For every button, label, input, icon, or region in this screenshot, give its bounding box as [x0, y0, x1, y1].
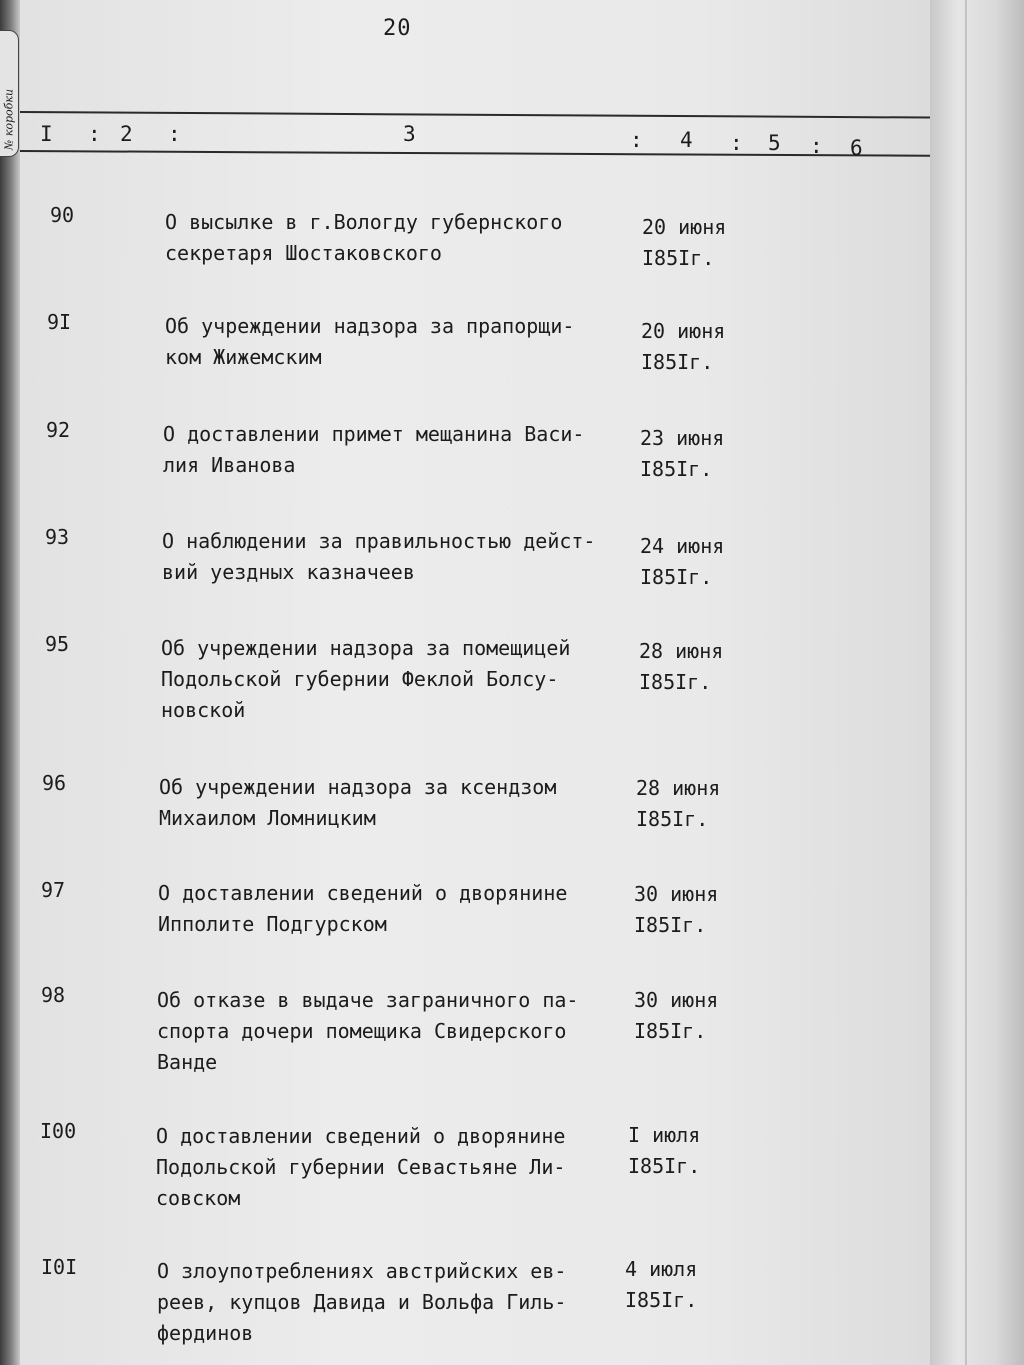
entry-number: 96 [42, 771, 67, 795]
entry-date: 28 июня I85Iг. [639, 639, 724, 694]
entry-number: 98 [41, 983, 66, 1007]
entry-title: О злоупотреблениях австрийских ев- реев, купцов Давида и Вольфа Гиль- фердинов [157, 1259, 567, 1345]
entry-number: I0I [41, 1255, 78, 1279]
entry-date: 23 июня I85Iг. [640, 426, 725, 481]
box-number-tab [0, 30, 19, 157]
entry-number: 9I [47, 310, 72, 334]
box-number-label: № коробки [2, 88, 16, 151]
entry-number: 90 [50, 203, 75, 227]
entry-date: 28 июня I85Iг. [636, 776, 721, 831]
entry-title: О доставлении сведений о дворянине Ипполите Подгурском [158, 881, 568, 936]
entry-date: 20 июня I85Iг. [642, 215, 727, 270]
entry-title: Об учреждении надзора за прапорщи- ком Жижемским [165, 314, 575, 369]
entry-title: О высылке в г.Вологду губернского секретаря Шостаковского [165, 210, 563, 265]
page-number: 20 [383, 16, 412, 41]
header-col-5: 5 [768, 131, 781, 155]
entry-date: 20 июня I85Iг. [641, 319, 726, 374]
entry-number: 97 [41, 878, 66, 902]
entry-title: О наблюдении за правильностью дейст- вий уездных казначеев [162, 529, 596, 584]
entry-date: 30 июня I85Iг. [634, 988, 719, 1043]
underlying-page-edge [965, 0, 967, 1365]
entry-number: I00 [40, 1119, 77, 1143]
entry-title: О доставлении сведений о дворянине Подольской губернии Севастьяне Ли- совском [156, 1124, 566, 1210]
header-col-3: 3 [403, 122, 416, 146]
entry-date: 30 июня I85Iг. [634, 882, 719, 937]
entry-date: I июля I85Iг. [628, 1123, 701, 1178]
header-separator: : [168, 122, 181, 146]
entry-number: 95 [45, 632, 70, 656]
entry-title: О доставлении примет мещанина Васи- лия Иванова [163, 422, 585, 477]
entry-date: 4 июля I85Iг. [625, 1257, 698, 1312]
header-col-2: 2 [120, 122, 133, 146]
entry-title: Об отказе в выдаче заграничного па- спорта дочери помещика Свидерского Ванде [157, 988, 579, 1074]
entry-title: Об учреждении надзора за помещицей Подольской губернии Феклой Болсу- новской [161, 636, 571, 722]
binder-strip [0, 0, 20, 1365]
header-separator: : [810, 134, 823, 158]
header-col-6: 6 [850, 136, 863, 160]
entry-title: Об учреждении надзора за ксендзом Михаилом Ломницким [159, 775, 557, 830]
entry-number: 92 [46, 418, 71, 442]
header-separator: : [730, 131, 743, 155]
underlying-pages [930, 0, 1024, 1365]
entry-number: 93 [45, 525, 70, 549]
header-col-1: I [40, 122, 53, 146]
header-separator: : [630, 128, 643, 152]
header-separator: : [88, 122, 101, 146]
entry-date: 24 июня I85Iг. [640, 534, 725, 589]
header-col-4: 4 [680, 128, 693, 152]
